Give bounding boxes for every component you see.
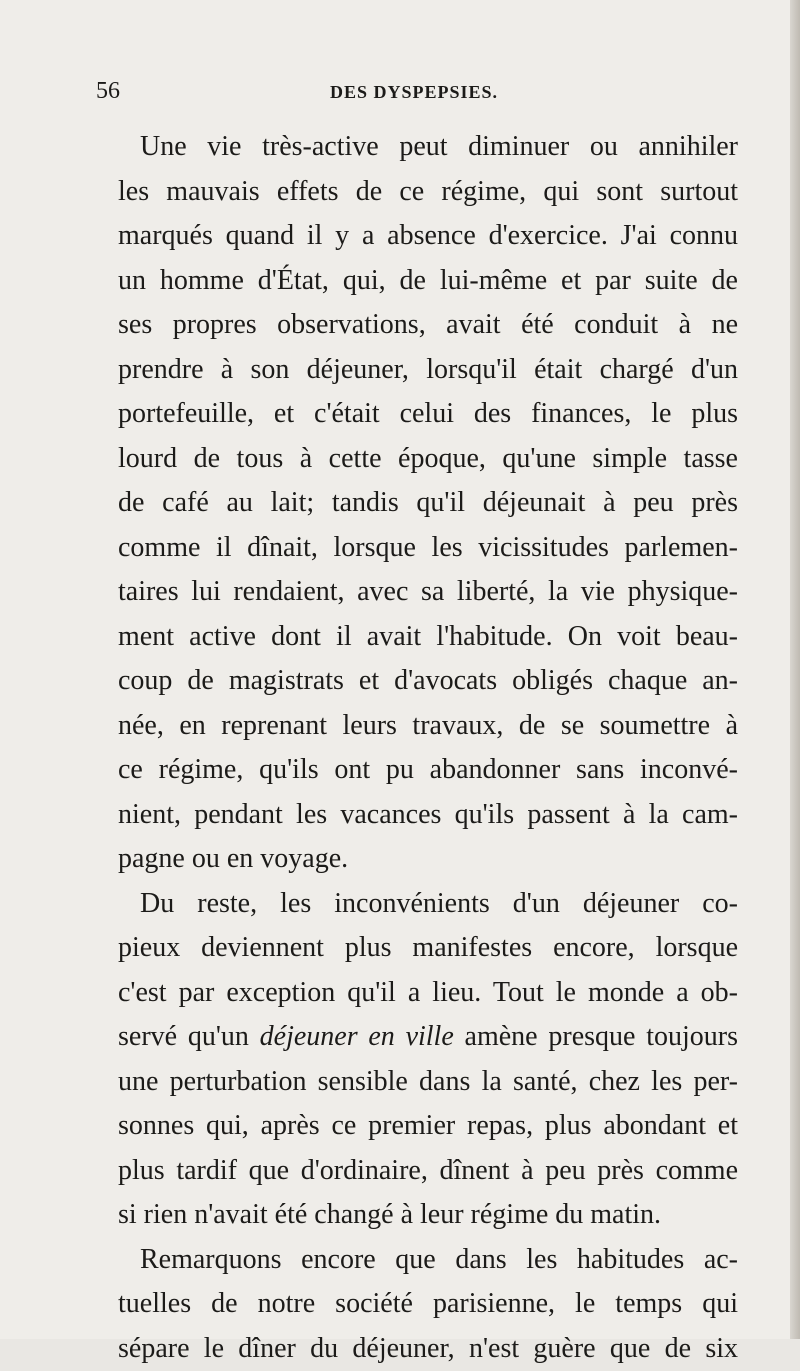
text-segment: servé qu'un: [118, 1021, 260, 1052]
text-line: de café au lait; tandis qu'il déjeunait à peu près: [118, 481, 738, 526]
text-line: lourd de tous à cette époque, qu'une simple tasse: [118, 437, 738, 482]
text-line: plus tardif que d'ordinaire, dînent à peu près comme: [118, 1149, 738, 1194]
text-line: née, en reprenant leurs travaux, de se soumettre à: [118, 704, 738, 749]
text-line: nient, pendant les vacances qu'ils passent à la cam-: [118, 793, 738, 838]
text-line: coup de magistrats et d'avocats obligés chaque an-: [118, 659, 738, 704]
page-number: 56: [96, 78, 120, 105]
text-line: Une vie très-active peut diminuer ou annihiler: [118, 125, 738, 170]
text-line: portefeuille, et c'était celui des finances, le plus: [118, 392, 738, 437]
text-line: Remarquons encore que dans les habitudes ac-: [118, 1238, 738, 1283]
text-line: tuelles de notre société parisienne, le temps qui: [118, 1282, 738, 1327]
page-header: [96, 78, 696, 108]
text-line-italic-phrase: [118, 1015, 738, 1060]
text-line: ses propres observations, avait été conduit à ne: [118, 303, 738, 348]
text-line: prendre à son déjeuner, lorsqu'il était chargé d'un: [118, 348, 738, 393]
page-edge: [790, 0, 800, 1339]
text-line: un homme d'État, qui, de lui-même et par suite de: [118, 259, 738, 304]
text-segment: amène presque toujours: [454, 1021, 738, 1052]
text-line: pieux deviennent plus manifestes encore, lorsque: [118, 926, 738, 971]
text-line: sépare le dîner du déjeuner, n'est guère que de six: [118, 1327, 738, 1371]
text-line: si rien n'avait été changé à leur régime du matin.: [118, 1193, 738, 1238]
text-line: les mauvais effets de ce régime, qui sont surtout: [118, 170, 738, 215]
running-title: DES DYSPEPSIES.: [330, 82, 498, 103]
body-text: [118, 125, 738, 1371]
text-line: sonnes qui, après ce premier repas, plus abondant et: [118, 1104, 738, 1149]
text-line: pagne ou en voyage.: [118, 837, 738, 882]
text-line: ment active dont il avait l'habitude. On voit beau-: [118, 615, 738, 660]
italic-phrase: déjeuner en ville: [260, 1021, 454, 1052]
text-line: Du reste, les inconvénients d'un déjeuner co-: [118, 882, 738, 927]
text-line: taires lui rendaient, avec sa liberté, la vie physique-: [118, 570, 738, 615]
text-line: comme il dînait, lorsque les vicissitudes parlemen-: [118, 526, 738, 571]
text-line: une perturbation sensible dans la santé, chez les per-: [118, 1060, 738, 1105]
text-line: c'est par exception qu'il a lieu. Tout le monde a ob-: [118, 971, 738, 1016]
text-line: marqués quand il y a absence d'exercice. J'ai connu: [118, 214, 738, 259]
text-line: ce régime, qu'ils ont pu abandonner sans inconvé-: [118, 748, 738, 793]
